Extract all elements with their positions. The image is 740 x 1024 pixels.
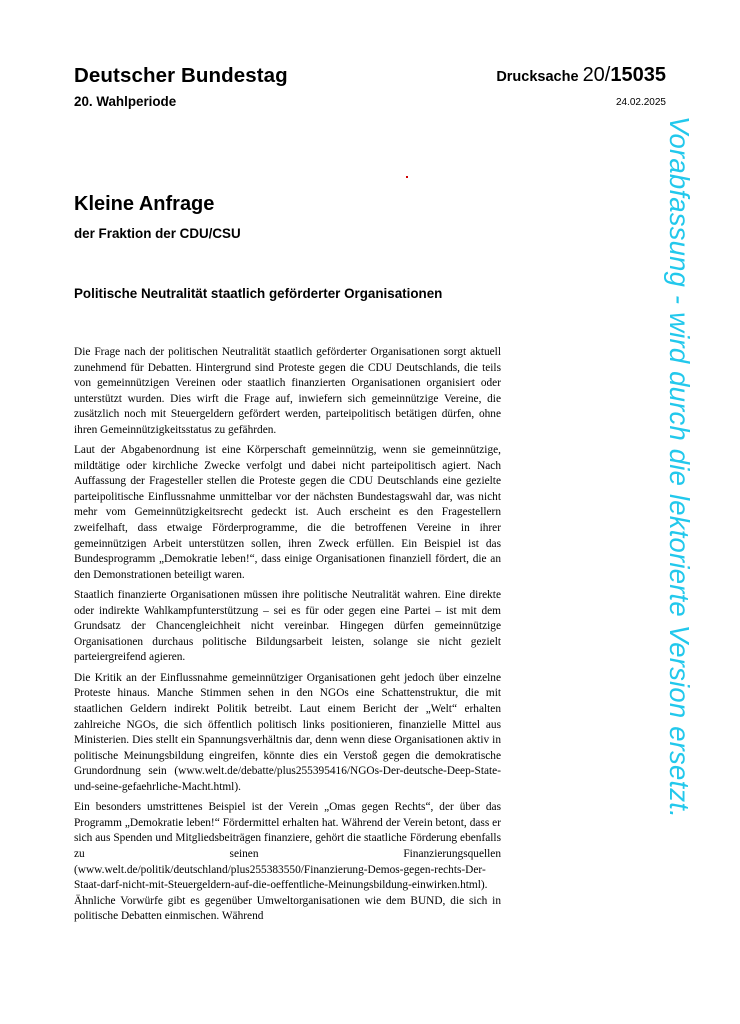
document-title: Politische Neutralität staatlich geförderter Organisationen xyxy=(74,286,443,301)
organization-name: Deutscher Bundestag xyxy=(74,64,288,87)
body-paragraph-3: Staatlich finanzierte Organisationen müssen ihre politische Neutralität wahren. Eine direkte oder indirekte Wahlkampfunterstützung – sei es für oder gegen eine Partei – ist mit dem Grundsatz der Chancengleichheit nicht vereinbar. Hingegen dürfen gemeinnützige Organisationen durchaus politische Bildungsarbeit leisten, solange sie nicht gezielt parteiergreifend agieren. xyxy=(74,589,501,664)
body-paragraph-1: Die Frage nach der politischen Neutralität staatlich geförderter Organisationen sorgt aktuell zunehmend für Debatten. Hintergrund sind Proteste gegen die CDU Deutschlands, die teils von gemeinnützigen Vereinen oder staatlich finanzierten Organisationen organisiert oder unterstützt wurden. Dies wirft die Frage auf, inwiefern sich gemeinnützige Vereine, die zusätzlich noch mit Steuergeldern gefördert werden, parteipolitisch betätigen dürfen, ohne ihren Gemeinnützigkeitsstatus zu gefährden. xyxy=(74,346,501,436)
body-paragraph-4: Die Kritik an der Einflussnahme gemeinnütziger Organisationen geht jedoch über einzelne Proteste hinaus. Manche Stimmen sehen in den NGOs eine Schattenstruktur, die mit staatlichen Geldern indirekt Politik betreibt. Laut einem Bericht der „Welt“ erhalten zahlreiche NGOs, die sich öffentlich politisch links positionieren, finanzielle Mittel aus Ministerien. Dies stellt ein Spannungsverhältnis dar, denn wenn diese Organisationen aktiv in politische Meinungsbildung eingreifen, könnte dies ein Verstoß gegen die demokratische Grundordnung sein (www.welt.de/debatte/plus255395416/NGOs-Der-deutsche-Deep-State-und-seine-gefaehrliche-Macht.html). xyxy=(74,671,501,793)
drucksache-label: Drucksache xyxy=(496,69,583,85)
document-type: Kleine Anfrage xyxy=(74,193,215,215)
body-text xyxy=(74,345,501,930)
drucksache-serial: 15035 xyxy=(610,64,666,86)
body-paragraph-2: Laut der Abgabenordnung ist eine Körperschaft gemeinnützig, wenn sie gemeinnützige, mildtätige oder kirchliche Zwecke verfolgt und dabei nicht parteipolitisch agiert. Nach Auffassung der Fragesteller stellen die Proteste gegen die CDU Deutschlands eine gezielte parteipolitische Einflussnahme unmittelbar vor der nächsten Bundestagswahl dar, was nicht mehr vom Gemeinnützigkeitsrecht gedeckt ist. Auch erscheint es den Fragestellern zweifelhaft, dass etwaige Förderprogramme, die die betroffenen Vereine in ihrer gemeinnützigen Arbeit unterstützen sollen, ihren Zweck erfüllen. Ein Beispiel ist das Bundesprogramm „Demokratie leben!“, dass einige Organisationen finanziell fördert, die an den Demonstrationen beteiligt waren. xyxy=(74,444,501,581)
submitting-faction: der Fraktion der CDU/CSU xyxy=(74,226,241,241)
red-mark xyxy=(406,176,408,178)
drucksache-period-prefix: 20/ xyxy=(582,64,611,86)
drucksache-number xyxy=(496,64,666,87)
body-paragraph-5: Ein besonders umstrittenes Beispiel ist der Verein „Omas gegen Rechts“, der über das Programm „Demokratie leben!“ Fördermittel erhalten hat. Während der Verein betont, dass er sich aus Spenden und Mitgliedsbeiträgen finanziere, gehört die staatliche Förderung ebenfalls zu seinen Finanzierungsquellen (www.welt.de/politik/deutschland/plus255383550/Finanzierung-Demos-gegen-rechts-Der-Staat-darf-nicht-mit-Steuergeldern-auf-die-oeffentliche-Meinungsbildung-einwirken.html). Ähnliche Vorwürfe gibt es gegenüber Umweltorganisationen wie dem BUND, die sich in politische Debatten einmischen. Während xyxy=(74,801,501,923)
document-date: 24.02.2025 xyxy=(615,97,666,108)
legislative-period: 20. Wahlperiode xyxy=(74,94,177,109)
preliminary-version-watermark: Vorabfassung - wird durch die lektorierte Version ersetzt. xyxy=(664,116,695,818)
